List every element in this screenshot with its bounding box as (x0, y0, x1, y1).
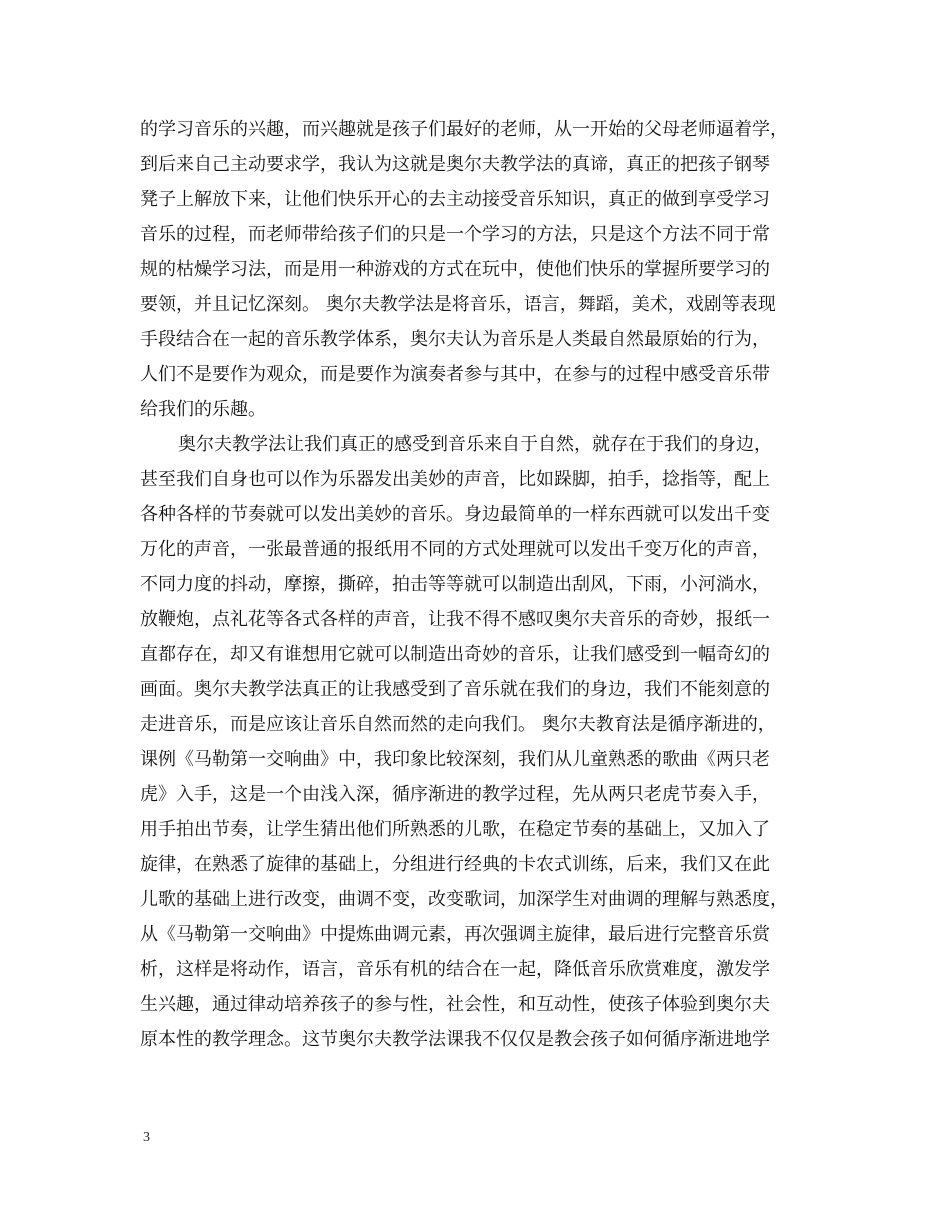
text-line: 生兴趣，通过律动培养孩子的参与性，社会性，和互动性，使孩子体验到奥尔夫 (140, 994, 770, 1015)
text-line: 的学习音乐的兴趣，而兴趣就是孩子们最好的老师，从一开始的父母老师逼着学， (140, 119, 788, 140)
text-line: 析，这样是将动作，语言，音乐有机的结合在一起，降低音乐欣赏难度，激发学 (140, 959, 770, 980)
text-line: 各种各样的节奏就可以发出美妙的音乐。身边最简单的一样东西就可以发出千变 (140, 504, 770, 525)
body-text (140, 112, 830, 1057)
text-line: 儿歌的基础上进行改变，曲调不变，改变歌词，加深学生对曲调的理解与熟悉度， (140, 889, 788, 910)
text-line: 到后来自己主动要求学，我认为这就是奥尔夫教学法的真谛，真正的把孩子钢琴 (140, 154, 770, 175)
text-line: 甚至我们自身也可以作为乐器发出美妙的声音，比如跺脚，拍手，捻指等，配上 (140, 469, 770, 490)
text-line: 旋律，在熟悉了旋律的基础上，分组进行经典的卡农式训练，后来，我们又在此 (140, 854, 770, 875)
text-line: 课例《马勒第一交响曲》中，我印象比较深刻，我们从儿童熟悉的歌曲《两只老 (140, 749, 770, 770)
text-line: 不同力度的抖动，摩擦，撕碎，拍击等等就可以制造出刮风，下雨，小河淌水， (140, 574, 770, 595)
text-line: 万化的声音，一张最普通的报纸用不同的方式处理就可以发出千变万化的声音， (140, 539, 770, 560)
text-line: 手段结合在一起的音乐教学体系，奥尔夫认为音乐是人类最自然最原始的行为， (140, 329, 770, 350)
text-line: 规的枯燥学习法，而是用一种游戏的方式在玩中，使他们快乐的掌握所要学习的 (140, 259, 770, 280)
text-line: 放鞭炮，点礼花等各式各样的声音，让我不得不感叹奥尔夫音乐的奇妙，报纸一 (140, 609, 770, 630)
text-line: 直都存在，却又有谁想用它就可以制造出奇妙的音乐，让我们感受到一幅奇幻的 (140, 644, 770, 665)
page-number: 3 (143, 1130, 150, 1145)
text-line: 从《马勒第一交响曲》中提炼曲调元素，再次强调主旋律，最后进行完整音乐赏 (140, 924, 770, 945)
text-line: 给我们的乐趣。 (140, 399, 266, 420)
text-line: 凳子上解放下来，让他们快乐开心的去主动接受音乐知识，真正的做到享受学习 (140, 189, 770, 210)
text-line: 虎》入手，这是一个由浅入深，循序渐进的教学过程，先从两只老虎节奏入手， (140, 784, 770, 805)
text-line: 用手拍出节奏，让学生猜出他们所熟悉的儿歌，在稳定节奏的基础上，又加入了 (140, 819, 770, 840)
text-line: 音乐的过程，而老师带给孩子们的只是一个学习的方法，只是这个方法不同于常 (140, 224, 770, 245)
text-line: 人们不是要作为观众，而是要作为演奏者参与其中，在参与的过程中感受音乐带 (140, 364, 770, 385)
text-line: 要领，并且记忆深刻。 奥尔夫教学法是将音乐，语言，舞蹈，美术，戏剧等表现 (140, 294, 776, 315)
text-line: 走进音乐，而是应该让音乐自然而然的走向我们。 奥尔夫教育法是循序渐进的， (140, 714, 776, 735)
text-line: 原本性的教学理念。这节奥尔夫教学法课我不仅仅是教会孩子如何循序渐进地学 (140, 1029, 770, 1050)
text-line: 画面。奥尔夫教学法真正的让我感受到了音乐就在我们的身边，我们不能刻意的 (140, 679, 770, 700)
text-line: 奥尔夫教学法让我们真正的感受到音乐来自于自然，就存在于我们的身边， (178, 434, 772, 455)
